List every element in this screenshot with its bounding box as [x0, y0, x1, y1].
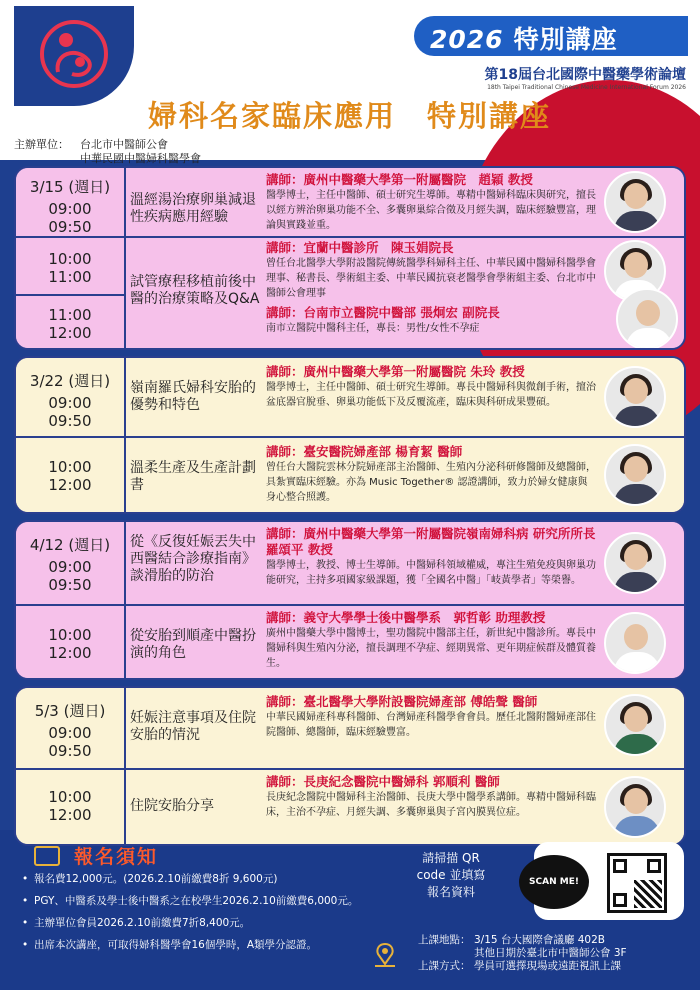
speaker-photo — [604, 366, 666, 428]
speaker-desc: 醫學博士，教授、博士生導師。中醫婦科領域權威，專注生殖免疫與卵巢功能研究，主持多項國家級課題，獲「全國名中醫」「岐黃學者」等榮譽。 — [266, 560, 596, 586]
registration-item: • PGY、中醫系及學士後中醫系之在校學生2026.2.10前繳費6,000元。 — [22, 894, 362, 909]
speaker-photo — [616, 288, 678, 350]
time-end: 12:00 — [48, 324, 92, 342]
qr-line: 請掃描 QR — [422, 851, 480, 865]
session-4-block-1 — [16, 688, 684, 768]
session-topic: 住院安胎分享 — [130, 798, 214, 814]
time-end: 09:50 — [48, 576, 92, 594]
time-start: 09:00 — [48, 394, 92, 412]
speaker-photo — [604, 532, 666, 594]
time-start: 10:00 — [48, 250, 92, 268]
time-end: 09:50 — [48, 412, 92, 430]
qr-line: 報名資料 — [426, 885, 475, 899]
speaker-photo — [604, 612, 666, 674]
scan-me-label: SCAN ME! — [519, 855, 589, 909]
venue-label: 上課地點： — [418, 934, 471, 946]
qr-code-icon[interactable] — [607, 853, 667, 913]
session-1-block-1 — [16, 168, 684, 236]
session-topic: 溫經湯治療卵巢減退性疾病應用經驗 — [130, 192, 256, 225]
location-pin-icon — [372, 942, 398, 968]
session-1-time-3 — [16, 296, 126, 350]
session-date: 3/22 (週日) — [29, 372, 111, 390]
time-end: 12:00 — [48, 476, 92, 494]
speaker-desc: 長庚紀念醫院中醫婦科主治醫師、長庚大學中醫學系講師。專精中醫婦科臨床，主治不孕症、月經失調、多囊卵巢與子宮內膜異位症。 — [266, 792, 596, 818]
method-value: 學員可選擇現場或遠距視訊上課 — [474, 960, 621, 972]
speaker-info — [266, 444, 596, 505]
time-end: 09:50 — [48, 218, 92, 236]
session-topic: 試管療程移植前後中醫的治療策略及Q&A — [130, 274, 260, 307]
speaker-info — [266, 774, 596, 820]
time-end: 09:50 — [48, 742, 92, 760]
speaker-name: 講師：長庚紀念醫院中醫婦科 郭順利 醫師 — [266, 774, 500, 789]
time-end: 11:00 — [48, 268, 92, 286]
organizer-1: 台北市中醫師公會 — [80, 138, 168, 151]
session-date: 3/15 (週日) — [29, 178, 111, 196]
session-1-time-2 — [16, 238, 126, 296]
session-date: 5/3 (週日) — [34, 702, 106, 720]
session-2-time — [16, 358, 126, 436]
time-start: 09:00 — [48, 200, 92, 218]
session-topic: 妊娠注意事項及住院安胎的情況 — [130, 710, 256, 743]
speaker-info — [266, 610, 596, 671]
venue-value: 3/15 台大國際會議廳 402B — [474, 934, 605, 946]
forum-title: 第18屆台北國際中醫藥學術論壇 — [484, 67, 686, 83]
registration-item: • 出席本次講座，可取得婦科醫學會16個學時，A類學分認證。 — [22, 938, 362, 953]
registration-icon — [34, 846, 60, 866]
time-start: 09:00 — [48, 558, 92, 576]
venue-info — [418, 934, 698, 973]
qr-instruction — [396, 850, 506, 901]
session-card-2 — [14, 356, 686, 514]
speaker-info — [266, 526, 596, 588]
mother-child-icon — [36, 16, 112, 92]
speaker-info — [266, 240, 596, 336]
session-3-block-1 — [16, 522, 684, 604]
event-badge — [414, 16, 688, 56]
session-2-block-2 — [16, 438, 684, 514]
speaker-photo — [604, 694, 666, 756]
registration-list — [22, 872, 362, 960]
speaker-name: 講師：廣州中醫藥大學第一附屬醫院嶺南婦科病 研究所所長 羅頌平 教授 — [266, 526, 596, 557]
speaker-name: 講師：廣州中醫藥大學第一附屬醫院 趙穎 教授 — [266, 172, 533, 187]
session-topic: 從安胎到順產中醫扮演的角色 — [130, 628, 256, 661]
time-end: 12:00 — [48, 806, 92, 824]
session-3-time — [16, 522, 126, 604]
speaker-desc: 醫學博士，主任中醫師、碩士研究生導師。專精中醫婦科臨床與研究，擅長以經方辨治卵巢功能不全、多囊卵巢綜合徵及月經失調，臨床經驗豐富，理論與實踐並重。 — [266, 190, 596, 231]
session-topic: 溫柔生產及生產計劃書 — [130, 460, 256, 493]
speaker-name: 講師：廣州中醫藥大學第一附屬醫院 朱玲 教授 — [266, 364, 525, 379]
time-start: 11:00 — [48, 306, 92, 324]
session-4-time — [16, 688, 126, 768]
session-2-time-2 — [16, 438, 126, 514]
registration-title: 報名須知 — [74, 846, 159, 868]
organizer-2: 中華民國中醫婦科醫學會 — [80, 152, 201, 165]
session-card-3 — [14, 520, 686, 680]
registration-item: • 報名費12,000元。(2026.2.10前繳費8折 9,600元) — [22, 872, 362, 887]
venue-value-2: 其他日期於臺北市中醫師公會 3F — [474, 947, 627, 959]
method-label: 上課方式： — [418, 960, 471, 972]
speaker-desc: 中華民國婦產科專科醫師、台灣婦產科醫學會會員。歷任北醫附醫婦產部住院醫師、總醫師，臨床經驗豐富。 — [266, 712, 596, 738]
organizer-info — [14, 138, 201, 166]
time-start: 10:00 — [48, 458, 92, 476]
time-start: 10:00 — [48, 788, 92, 806]
speaker-name: 講師：臺安醫院婦產部 楊育絜 醫師 — [266, 444, 463, 459]
speaker-photo — [604, 171, 666, 233]
time-start: 09:00 — [48, 724, 92, 742]
session-1-block-2 — [16, 238, 684, 350]
speaker-photo — [604, 776, 666, 838]
forum-subtitle: 18th Taipei Traditional Chinese Medicine International Forum 2026 — [487, 84, 686, 91]
session-3-block-2 — [16, 606, 684, 680]
time-end: 12:00 — [48, 644, 92, 662]
speaker-name: 講師：宜蘭中醫診所 陳玉娟院長 — [266, 240, 454, 255]
registration-item: • 主辦單位會員2026.2.10前繳費7折8,400元。 — [22, 916, 362, 931]
speaker-info — [266, 172, 596, 233]
speaker-desc: 廣州中醫藥大學中醫博士，聖功醫院中醫部主任，新世紀中醫診所。專長中醫婦科與生殖內分泌，擅長調理不孕症、經期異常、更年期症候群及體質養生。 — [266, 628, 596, 669]
speaker-photo — [604, 444, 666, 506]
qr-line: code 並填寫 — [416, 868, 486, 882]
qr-scan-box[interactable] — [529, 842, 684, 920]
session-date: 4/12 (週日) — [29, 536, 111, 554]
session-topic: 嶺南羅氏婦科安胎的優勢和特色 — [130, 380, 256, 413]
session-card-1 — [14, 166, 686, 350]
speaker-info — [266, 364, 596, 410]
time-start: 10:00 — [48, 626, 92, 644]
speaker-desc: 南市立醫院中醫科主任，專長：男性/女性不孕症 — [266, 323, 480, 334]
session-4-time-2 — [16, 770, 126, 846]
speaker-name: 講師：義守大學學士後中醫學系 郭哲彰 助理教授 — [266, 610, 546, 625]
speaker-name: 講師：臺北醫學大學附設醫院婦產部 傅皓聲 醫師 — [266, 694, 538, 709]
speaker-desc: 曾任台北醫學大學附設醫院傳統醫學科婦科主任、中華民國中醫婦科醫學會理事、秘書長、學術組主委、中華民國抗衰老醫學會學術組主委、台北市中醫師公會理事 — [266, 258, 596, 299]
page-title: 婦科名家臨床應用 特別講座 — [148, 99, 552, 133]
speaker-name: 講師：台南市立醫院中醫部 張炯宏 副院長 — [266, 305, 500, 320]
session-4-block-2 — [16, 770, 684, 846]
session-3-time-2 — [16, 606, 126, 680]
session-2-block-1 — [16, 358, 684, 436]
session-topic: 從《反復妊娠丟失中西醫結合診療指南》談滑胎的防治 — [130, 534, 256, 584]
session-1-time — [16, 168, 126, 236]
badge-title: 特別講座 — [513, 25, 618, 54]
badge-year: 2026 — [430, 25, 504, 54]
speaker-info — [266, 694, 596, 740]
session-card-4 — [14, 686, 686, 846]
speaker-desc: 醫學博士，主任中醫師、碩士研究生導師。專長中醫婦科與微創手術，擅治盆底器官脫垂、卵巢功能低下及反覆流產，臨床與科研成果豐碩。 — [266, 382, 596, 408]
speaker-desc: 曾任台大醫院雲林分院婦產部主治醫師、生殖內分泌科研修醫師及總醫師，具紮實臨床經驗。亦為 Music Together® 認證講師，致力於婦女健康與身心整合照護。 — [266, 462, 596, 503]
organizer-label: 主辦單位： — [14, 138, 69, 151]
